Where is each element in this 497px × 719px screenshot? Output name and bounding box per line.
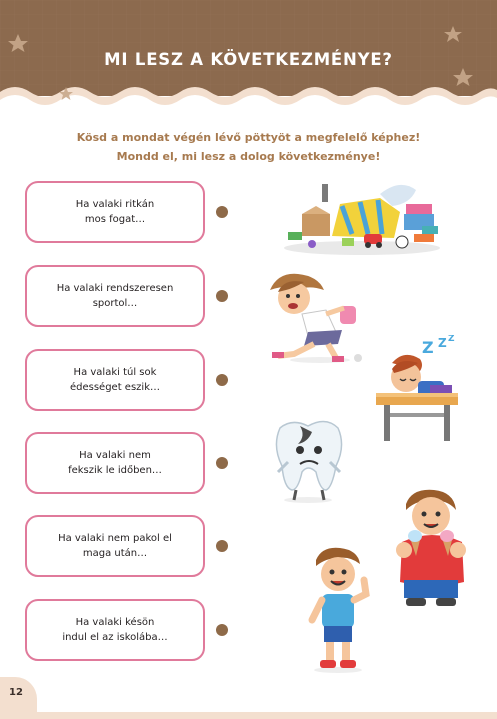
page-number-badge: [0, 677, 37, 719]
sentence-text: Ha valaki túl sok édességet eszik…: [69, 367, 160, 393]
sentence-card-4: [25, 432, 205, 494]
running-girl-illustration: [264, 270, 368, 366]
sentence-card-3: [25, 349, 205, 411]
sleeping-boy-at-desk-illustration: [370, 335, 462, 447]
connect-dot-4[interactable]: [216, 457, 228, 469]
sentence-text: Ha valaki rendszeresen sportol…: [56, 283, 174, 309]
instruction-line-2: Mondd el, mi lesz a dolog következménye!: [116, 150, 381, 163]
instruction-line-1: Kösd a mondat végén lévő pöttyöt a megfelelő képhez!: [76, 131, 421, 144]
sentence-text: Ha valaki nem fekszik le időben…: [68, 450, 162, 476]
damaged-tooth-illustration: [270, 416, 348, 504]
connect-dot-5[interactable]: [216, 540, 228, 552]
messy-room-illustration: [282, 176, 444, 256]
connect-dot-1[interactable]: [216, 206, 228, 218]
svg-text:Z: Z: [422, 338, 434, 357]
sentence-card-5: [25, 515, 205, 577]
page-title: MI LESZ A KÖVETKEZMÉNYE?: [104, 50, 393, 69]
connect-dot-6[interactable]: [216, 624, 228, 636]
overweight-boy-with-ice-cream-illustration: [392, 484, 472, 614]
connect-dot-3[interactable]: [216, 374, 228, 386]
svg-text:Z: Z: [438, 336, 447, 350]
sentence-text: Ha valaki ritkán mos fogat…: [75, 199, 155, 225]
connect-dot-2[interactable]: [216, 290, 228, 302]
strong-boy-flexing-illustration: [306, 546, 372, 674]
sentence-card-2: [25, 265, 205, 327]
sentence-text: Ha valaki késön indul el az iskolába…: [62, 617, 168, 643]
svg-text:Z: Z: [448, 335, 455, 344]
sentence-text: Ha valaki nem pakol el maga után…: [58, 533, 172, 559]
page-header: [0, 0, 497, 118]
page-number: 12: [9, 687, 23, 698]
footer-band: [37, 712, 497, 719]
sentence-card-1: [25, 181, 205, 243]
sentence-card-6: [25, 599, 205, 661]
